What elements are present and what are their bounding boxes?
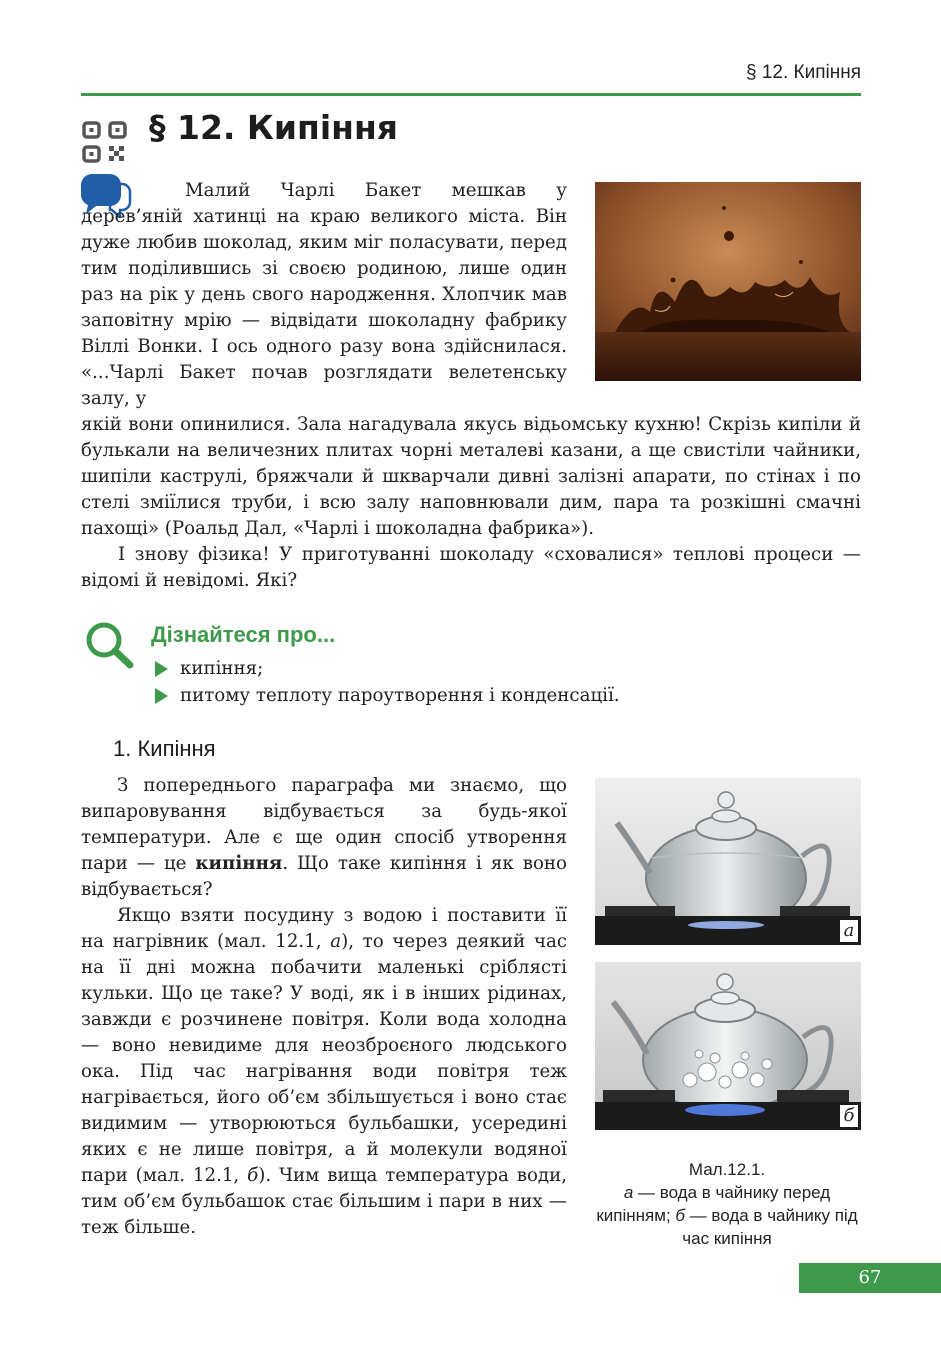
running-header: § 12. Кипіння xyxy=(745,62,861,83)
learn-item-heat xyxy=(155,685,620,706)
learn-item-label: кипіння; xyxy=(180,658,264,679)
intro-paragraph-3: І знову фізика! У приготуванні шоколаду «сховалися» теплові процеси — відомі й невідомі. Які? xyxy=(81,544,861,591)
figure-caption xyxy=(593,1158,861,1250)
section-heading: 1. Кипіння xyxy=(113,736,216,761)
term-boiling: кипіння xyxy=(195,853,283,874)
header-rule xyxy=(81,93,861,96)
page-number: 67 xyxy=(799,1263,941,1293)
teapot-boiling-photo xyxy=(595,962,861,1130)
triangle-bullet-icon xyxy=(155,688,168,704)
intro-paragraph-2: якій вони опинилися. Зала нагадувала якусь відьомську кухню! Скрізь кипіли й булькали на величезних плитах чорні металеві казани, а ще свистіли чайники, шипіли каструлі, бряжчали й шкварчали дивні залізні апарати, по стінах і по стелі зміїлися труби, і всю залу наповнювали дим, пара та розкішні смачні пахощі» (Роальд Дал, «Чарлі і шоколадна фабрика»). xyxy=(81,414,861,539)
figure-label-b: б xyxy=(840,1105,858,1127)
caption-title: Мал.12.1. xyxy=(688,1160,766,1179)
caption-text: а — вода в чайнику перед кипінням; б — вода в чайнику під час кипіння xyxy=(596,1183,858,1248)
learn-about-title: Дізнайтеся про... xyxy=(151,622,336,647)
triangle-bullet-icon xyxy=(155,661,168,677)
chocolate-splash-photo xyxy=(595,182,861,381)
learn-item-boiling xyxy=(155,658,263,679)
qr-code-icon[interactable] xyxy=(81,120,129,164)
section-paragraph-2: Якщо взяти посудину з водою і поставити її на нагрівник (мал. 12.1, а), то через деякий час на її дні можна побачити маленькі сріблясті кульки. Що це таке? У воді, як і в інших рідинах, завжди є розчинене повітря. Коли вода холодна — воно невидиме для неозброєного людського ока. Під час нагрівання води повітря теж нагрівається, його об’єм збільшується і воно стає видимим — утворюються бульбашки, усередині яких є не лише повітря, а й молекули водяної пари (мал. 12.1, б). Чим вища температура води, тим об’єм бульбашок стає більшим і пари в них — теж більше. xyxy=(81,905,568,1238)
intro-paragraph-1: Малий Чарлі Бакет мешкав у дерев’яній хатинці на краю великого міста. Він дуже любив шоколад, яким міг поласувати, перед тим поділившись зі своєю родиною, лише один раз на рік у день свого народження. Хлопчик мав заповітну мрію — відвідати шоколадну фабрику Віллі Вонки. І ось одного разу вона здійснилася. «...Чарлі Бакет почав розглядати велетенську залу, у xyxy=(81,180,567,409)
magnifier-icon xyxy=(83,620,135,670)
teapot-before-boiling-photo xyxy=(595,778,861,945)
figure-label-a: а xyxy=(840,920,858,942)
page-title: § 12. Кипіння xyxy=(149,108,398,147)
learn-item-label: питому теплоту пароутворення і конденсації. xyxy=(180,685,620,706)
section-paragraph-1: З попереднього параграфа ми знаємо, що випаровування відбувається за будь-якої температури. Але є ще один спосіб утворення пари — це кипіння. Що таке кипіння і як воно відбувається? xyxy=(81,775,567,900)
